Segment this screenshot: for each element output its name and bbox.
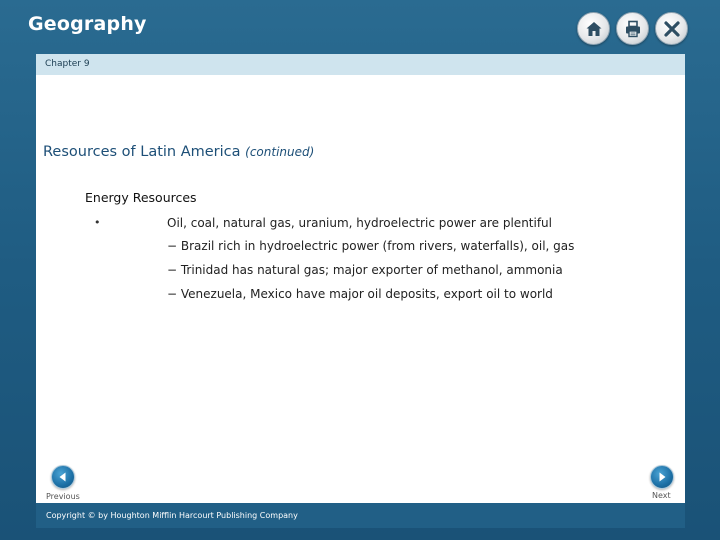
close-button[interactable] — [655, 12, 688, 45]
sub-bullet-line: − Brazil rich in hydroelectric power (from rivers, waterfalls), oil, gas — [167, 239, 575, 253]
chapter-label: Chapter 9 — [45, 59, 90, 69]
home-icon — [585, 20, 603, 38]
previous-label[interactable]: Previous — [46, 492, 80, 501]
app-title: Geography — [28, 13, 147, 35]
close-icon — [663, 20, 681, 38]
next-button[interactable] — [650, 465, 674, 489]
slide-heading-text: Resources of Latin America — [43, 144, 241, 160]
bullet-marker: • — [94, 216, 101, 229]
footer-bar — [36, 503, 685, 528]
bullet-line: Oil, coal, natural gas, uranium, hydroelectric power are plentiful — [167, 216, 552, 230]
home-button[interactable] — [577, 12, 610, 45]
sub-bullet-line: − Venezuela, Mexico have major oil deposits, export oil to world — [167, 287, 553, 301]
next-label[interactable]: Next — [652, 491, 671, 500]
slide-content — [36, 75, 685, 503]
slide-heading — [43, 144, 314, 160]
section-subheading: Energy Resources — [85, 190, 197, 205]
sub-bullet-line: − Trinidad has natural gas; major exporter of methanol, ammonia — [167, 263, 563, 277]
arrow-left-icon — [57, 471, 69, 483]
copyright-notice: Copyright © by Houghton Mifflin Harcourt Publishing Company — [46, 511, 298, 520]
print-button[interactable] — [616, 12, 649, 45]
arrow-right-icon — [656, 471, 668, 483]
header-toolbar — [577, 12, 688, 45]
previous-button[interactable] — [51, 465, 75, 489]
print-icon — [624, 20, 642, 38]
slide-heading-suffix: (continued) — [245, 145, 315, 159]
chapter-bar — [36, 54, 685, 75]
